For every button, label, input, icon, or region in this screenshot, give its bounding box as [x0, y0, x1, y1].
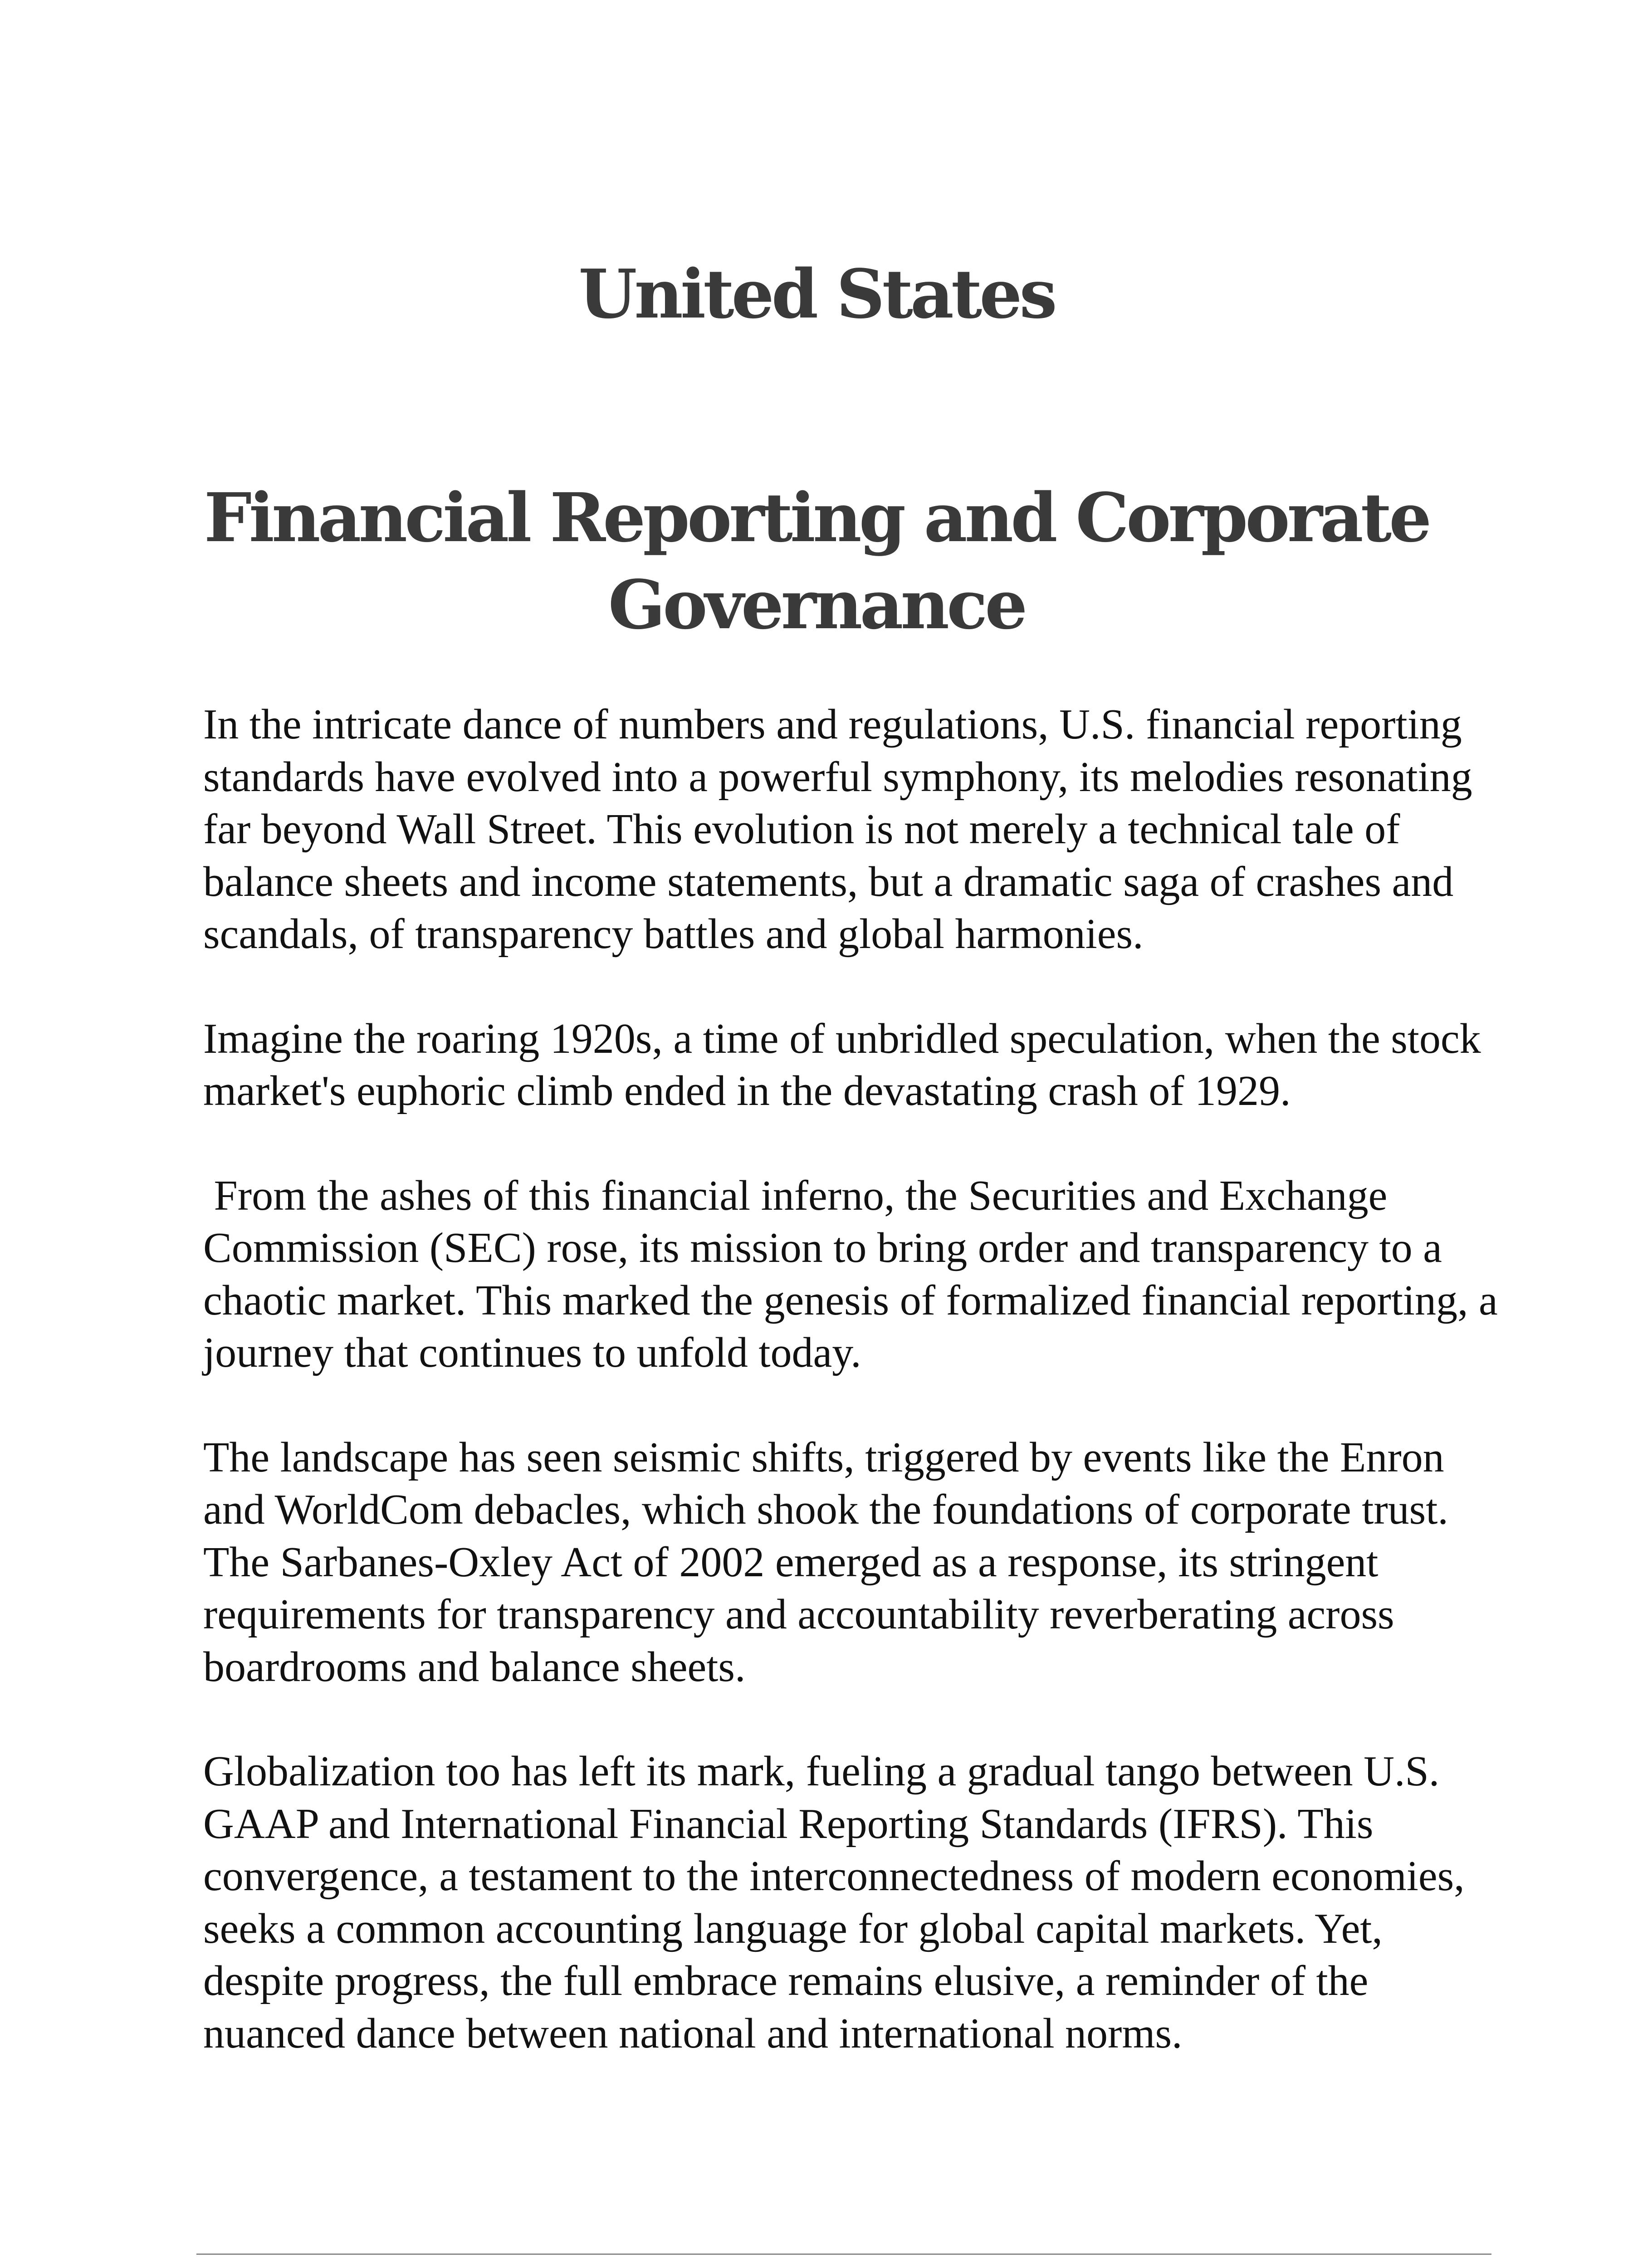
chapter-country-heading: United States: [578, 254, 1055, 333]
paragraph: In the intricate dance of numbers and regulations, U.S. financial reporting standards have evolved into a powerful symphony, its melodies resonating far beyond Wall Street. This evolution is not merely a technical tale of balance sheets and income statements, but a dramatic saga of crashes and scandals, of transparency battles and global harmonies.: [203, 701, 1483, 958]
body-text: [203, 699, 1509, 2112]
paragraph: From the ashes of this financial inferno, the Securities and Exchange Commission (SEC) rose, its mission to bring order and transparency to a chaotic market. This marked the genesis of formalized financial reporting, a journey that continues to unfold today.: [203, 1172, 1509, 1376]
paragraph: Imagine the roaring 1920s, a time of unbridled speculation, when the stock market's euphoric climb ended in the devastating crash of 1929.: [203, 1015, 1492, 1114]
chapter-topic-heading: Financial Reporting and Corporate Governance: [204, 478, 1429, 644]
paragraph: Globalization too has left its mark, fueling a gradual tango between U.S. GAAP and International Financial Reporting Standards (IFRS). This convergence, a testament to the interconnectedness of modern economies, seeks a common accounting language for global capital markets. Yet, despite progress, the full embrace remains elusive, a reminder of the nuanced dance between national and international norms.: [203, 1748, 1476, 2057]
footer-divider: [196, 2253, 1491, 2255]
paragraph: The landscape has seen seismic shifts, triggered by events like the Enron and WorldCom debacles, which shook the foundations of corporate trust. The Sarbanes-Oxley Act of 2002 emerged as a response, its stringent requirements for transparency and accountability reverberating across boardrooms and balance sheets.: [203, 1433, 1458, 1691]
